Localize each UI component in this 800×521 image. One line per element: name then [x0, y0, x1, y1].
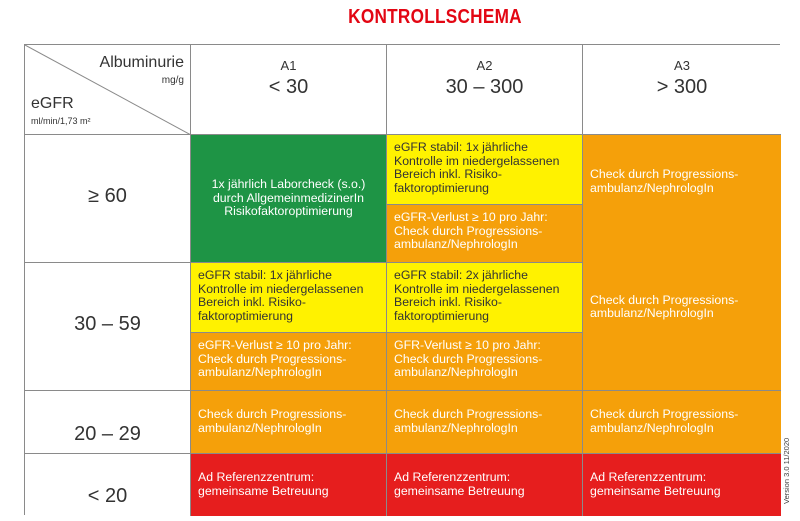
row-header-egfr-30-59 — [25, 263, 191, 391]
cell-r1-a1 — [191, 135, 387, 263]
row-range: 30 – 59 — [74, 313, 141, 335]
column-range: < 30 — [268, 76, 309, 98]
cell-r3-a2 — [387, 391, 583, 454]
cell-text: Ad Referenzzentrum: gemeinsame Betreuung — [394, 470, 525, 498]
row-header-egfr-below-20 — [25, 454, 191, 516]
column-header-a1 — [191, 45, 387, 135]
cell-r4-a1 — [191, 454, 387, 516]
cell-text-r2: Check durch Progressionsambulanz/NephrologIn — [590, 292, 739, 321]
version-label: Version 3.0 11/2020 — [782, 437, 791, 504]
column-header-a2 — [387, 45, 583, 135]
albuminuria-label: Albuminurie — [99, 54, 184, 71]
cell-text: eGFR-Verlust ≥ 10 pro Jahr: Check durch Progressionsambulanz/NephrologIn — [394, 210, 548, 252]
column-code: A2 — [476, 58, 493, 73]
cell-text: Ad Referenzzentrum: gemeinsame Betreuung — [198, 470, 329, 498]
cell-text: eGFR stabil: 2x jährliche Kontrolle im niedergelassenen Bereich inkl. Risikofaktoroptimierung — [394, 268, 560, 323]
cell-r4-a3 — [583, 454, 781, 516]
cell-text: Ad Referenzzentrum: gemeinsame Betreuung — [590, 470, 721, 498]
cell-r1-r2-a3 — [583, 135, 781, 391]
row-header-egfr-60 — [25, 135, 191, 263]
cell-r1-a2-stable — [387, 135, 583, 205]
page-title: KONTROLLSCHEMA — [348, 6, 522, 28]
cell-r3-a3 — [583, 391, 781, 454]
row-header-egfr-20-29 — [25, 391, 191, 454]
cell-text: eGFR stabil: 1x jährliche Kontrolle im niedergelassenen Bereich inkl. Risikofaktoroptimierung — [198, 268, 364, 323]
cell-text: GFR-Verlust ≥ 10 pro Jahr: Check durch Progressionsambulanz/NephrologIn — [394, 338, 543, 380]
egfr-unit: ml/min/1,73 m² — [31, 116, 91, 126]
row-range: < 20 — [87, 485, 128, 507]
cell-text: Check durch Progressionsambulanz/NephrologIn — [590, 407, 739, 435]
column-range: > 300 — [656, 76, 708, 98]
cell-r2-a2-stable — [387, 263, 583, 333]
cell-text: 1x jährlich Laborcheck (s.o.) durch AllgemeinmedizinerIn Risikofaktoroptimierung — [211, 177, 366, 219]
cell-text: eGFR stabil: 1x jährliche Kontrolle im niedergelassenen Bereich inkl. Risikofaktoroptimierung — [394, 140, 560, 195]
column-range: 30 – 300 — [445, 76, 524, 98]
egfr-label: eGFR — [31, 95, 74, 112]
cell-r2-a1-stable — [191, 263, 387, 333]
cell-text: Check durch Progressionsambulanz/NephrologIn — [198, 407, 347, 435]
cell-r3-a1 — [191, 391, 387, 454]
cell-r2-a2-loss — [387, 333, 583, 391]
cell-text: eGFR-Verlust ≥ 10 pro Jahr: Check durch Progressionsambulanz/NephrologIn — [198, 338, 352, 380]
column-code: A3 — [674, 58, 690, 73]
cell-r4-a2 — [387, 454, 583, 516]
control-schema-table — [24, 44, 780, 515]
cell-r1-a2-loss — [387, 205, 583, 263]
cell-r2-a1-loss — [191, 333, 387, 391]
column-code: A1 — [280, 58, 297, 73]
header-corner — [25, 45, 191, 135]
albuminuria-unit: mg/g — [161, 75, 184, 86]
column-header-a3 — [583, 45, 781, 135]
cell-text: Check durch Progressionsambulanz/NephrologIn — [394, 407, 543, 435]
row-range: 20 – 29 — [74, 423, 141, 445]
cell-text-r1: Check durch Progressionsambulanz/NephrologIn — [590, 167, 739, 195]
row-range: ≥ 60 — [88, 185, 127, 207]
